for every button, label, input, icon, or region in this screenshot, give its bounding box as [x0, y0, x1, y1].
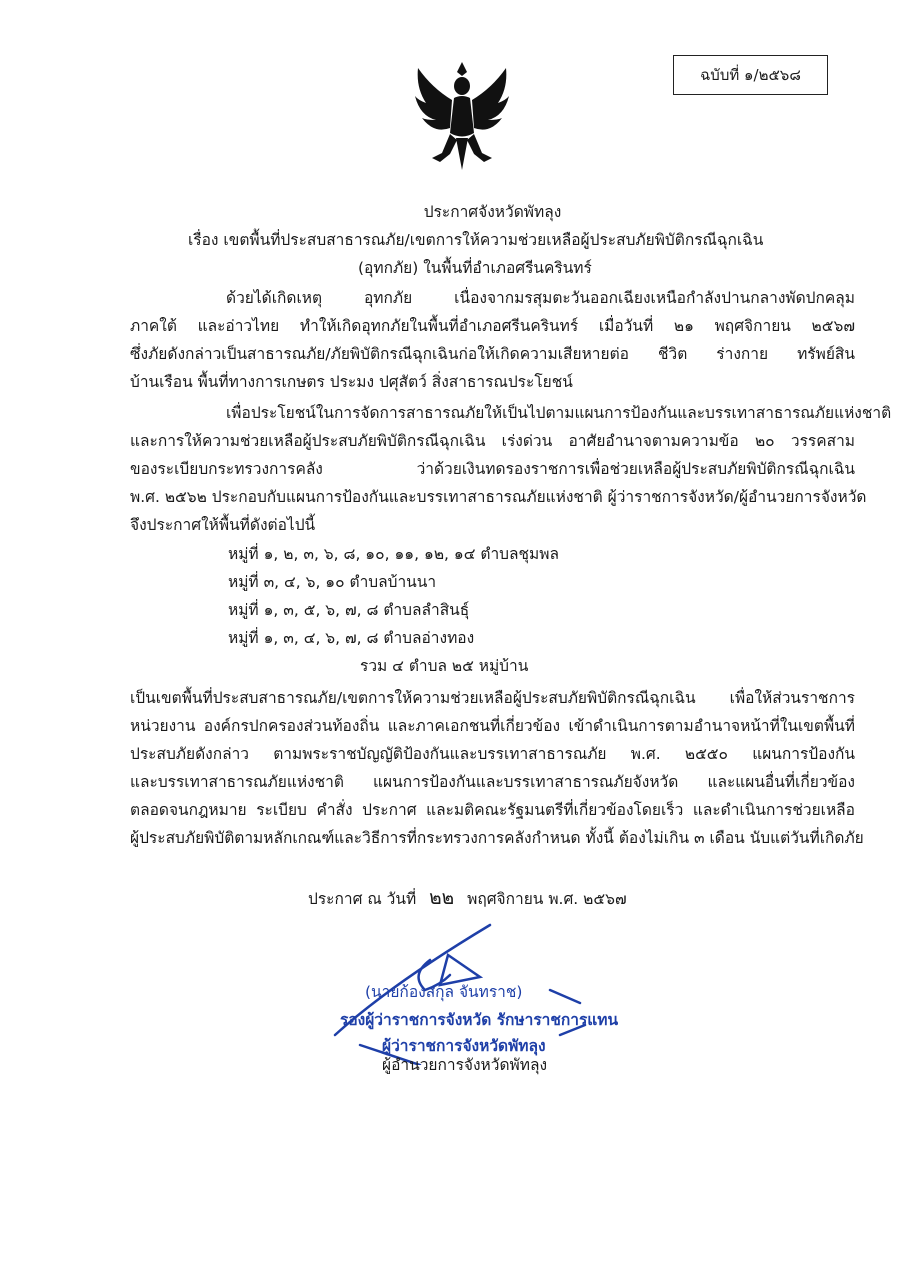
date-day-handwritten: ๒๒	[429, 887, 455, 909]
date-line	[308, 888, 627, 909]
garuda-emblem-icon	[412, 58, 512, 173]
subject-line-2: (อุทกภัย) ในพื้นที่อำเภอศรีนครินทร์	[358, 259, 592, 277]
stamp-line-2: ผู้ว่าราชการจังหวัดพัทลุง	[382, 1037, 546, 1055]
date-month-year: พฤศจิกายน พ.ศ. ๒๕๖๗	[467, 890, 627, 908]
paragraph1-line: ด้วยได้เกิดเหตุ อุทกภัย เนื่องจากมรสุมตะวันออกเฉียงเหนือกำลังปานกลางพัดปกคลุม	[226, 289, 855, 307]
village-list-item: หมู่ที่ ๑, ๓, ๔, ๖, ๗, ๘ ตำบลอ่างทอง	[228, 629, 475, 647]
paragraph2-line: และการให้ความช่วยเหลือผู้ประสบภัยพิบัติกรณีฉุกเฉิน เร่งด่วน อาศัยอำนาจตามความข้อ ๒๐ วรรคสาม	[130, 432, 855, 450]
village-list-item: หมู่ที่ ๓, ๔, ๖, ๑๐ ตำบลบ้านนา	[228, 573, 437, 591]
subject-line-1: เรื่อง เขตพื้นที่ประสบสาธารณภัย/เขตการให้ความช่วยเหลือผู้ประสบภัยพิบัติกรณีฉุกเฉิน	[188, 231, 764, 249]
village-list-item: หมู่ที่ ๑, ๒, ๓, ๖, ๘, ๑๐, ๑๑, ๑๒, ๑๔ ตำบลชุมพล	[228, 545, 559, 563]
paragraph3-line: ตลอดจนกฎหมาย ระเบียบ คำสั่ง ประกาศ และมติคณะรัฐมนตรีที่เกี่ยวข้องโดยเร็ว และดำเนินการช่วยเหลือ	[130, 801, 855, 819]
signatory-name: (นายก้องสกุล จันทราช)	[365, 983, 523, 1001]
issue-number-box	[673, 55, 828, 95]
paragraph1-line: ภาคใต้ และอ่าวไทย ทำให้เกิดอุทกภัยในพื้นที่อำเภอศรีนครินทร์ เมื่อวันที่ ๒๑ พฤศจิกายน ๒๕๖๗	[130, 317, 855, 335]
paragraph2-line: เพื่อประโยชน์ในการจัดการสาธารณภัยให้เป็นไปตามแผนการป้องกันและบรรเทาสาธารณภัยแห่งชาติ	[226, 404, 892, 422]
date-prefix: ประกาศ ณ วันที่	[308, 890, 417, 908]
issuer-title: ประกาศจังหวัดพัทลุง	[423, 203, 562, 221]
paragraph3-line: เป็นเขตพื้นที่ประสบสาธารณภัย/เขตการให้ความช่วยเหลือผู้ประสบภัยพิบัติกรณีฉุกเฉิน เพื่อให้ส่วนราชการ	[130, 689, 855, 707]
paragraph3-line: ประสบภัยดังกล่าว ตามพระราชบัญญัติป้องกันและบรรเทาสาธารณภัย พ.ศ. ๒๕๕๐ แผนการป้องกัน	[130, 745, 855, 763]
paragraph2-line: พ.ศ. ๒๕๖๒ ประกอบกับแผนการป้องกันและบรรเทาสาธารณภัยแห่งชาติ ผู้ว่าราชการจังหวัด/ผู้อำนวยการจังหวัด	[130, 488, 867, 506]
village-list-item: หมู่ที่ ๑, ๓, ๕, ๖, ๗, ๘ ตำบลลำสินธุ์	[228, 601, 470, 619]
issue-number: ฉบับที่ ๑/๒๕๖๘	[700, 66, 801, 84]
paragraph2-line: ของระเบียบกระทรวงการคลัง ว่าด้วยเงินทดรองราชการเพื่อช่วยเหลือผู้ประสบภัยพิบัติกรณีฉุกเฉิน	[130, 460, 855, 478]
paragraph1-line: ซึ่งภัยดังกล่าวเป็นสาธารณภัย/ภัยพิบัติกรณีฉุกเฉินก่อให้เกิดความเสียหายต่อ ชีวิต ร่างกาย ทรัพย์สิน	[130, 345, 855, 363]
paragraph3-line: และบรรเทาสาธารณภัยแห่งชาติ แผนการป้องกันและบรรเทาสาธารณภัยจังหวัด และแผนอื่นที่เกี่ยวข้อง	[130, 773, 855, 791]
paragraph2-line: จึงประกาศให้พื้นที่ดังต่อไปนี้	[130, 516, 316, 534]
stamp-line-1: รองผู้ว่าราชการจังหวัด รักษาราชการแทน	[340, 1011, 619, 1029]
signatory-position: ผู้อำนวยการจังหวัดพัทลุง	[382, 1056, 548, 1074]
village-total: รวม ๔ ตำบล ๒๕ หมู่บ้าน	[360, 657, 529, 675]
paragraph1-line: บ้านเรือน พื้นที่ทางการเกษตร ประมง ปศุสัตว์ สิ่งสาธารณประโยชน์	[130, 373, 573, 391]
paragraph3-line: ผู้ประสบภัยพิบัติตามหลักเกณฑ์และวิธีการที่กระทรวงการคลังกำหนด ทั้งนี้ ต้องไม่เกิน ๓ เดือน นับแต่วันที่เกิดภัย	[130, 829, 864, 847]
paragraph3-line: หน่วยงาน องค์กรปกครองส่วนท้องถิ่น และภาคเอกชนที่เกี่ยวข้อง เข้าดำเนินการตามอำนาจหน้าที่ในเขตพื้นที่	[130, 717, 855, 735]
